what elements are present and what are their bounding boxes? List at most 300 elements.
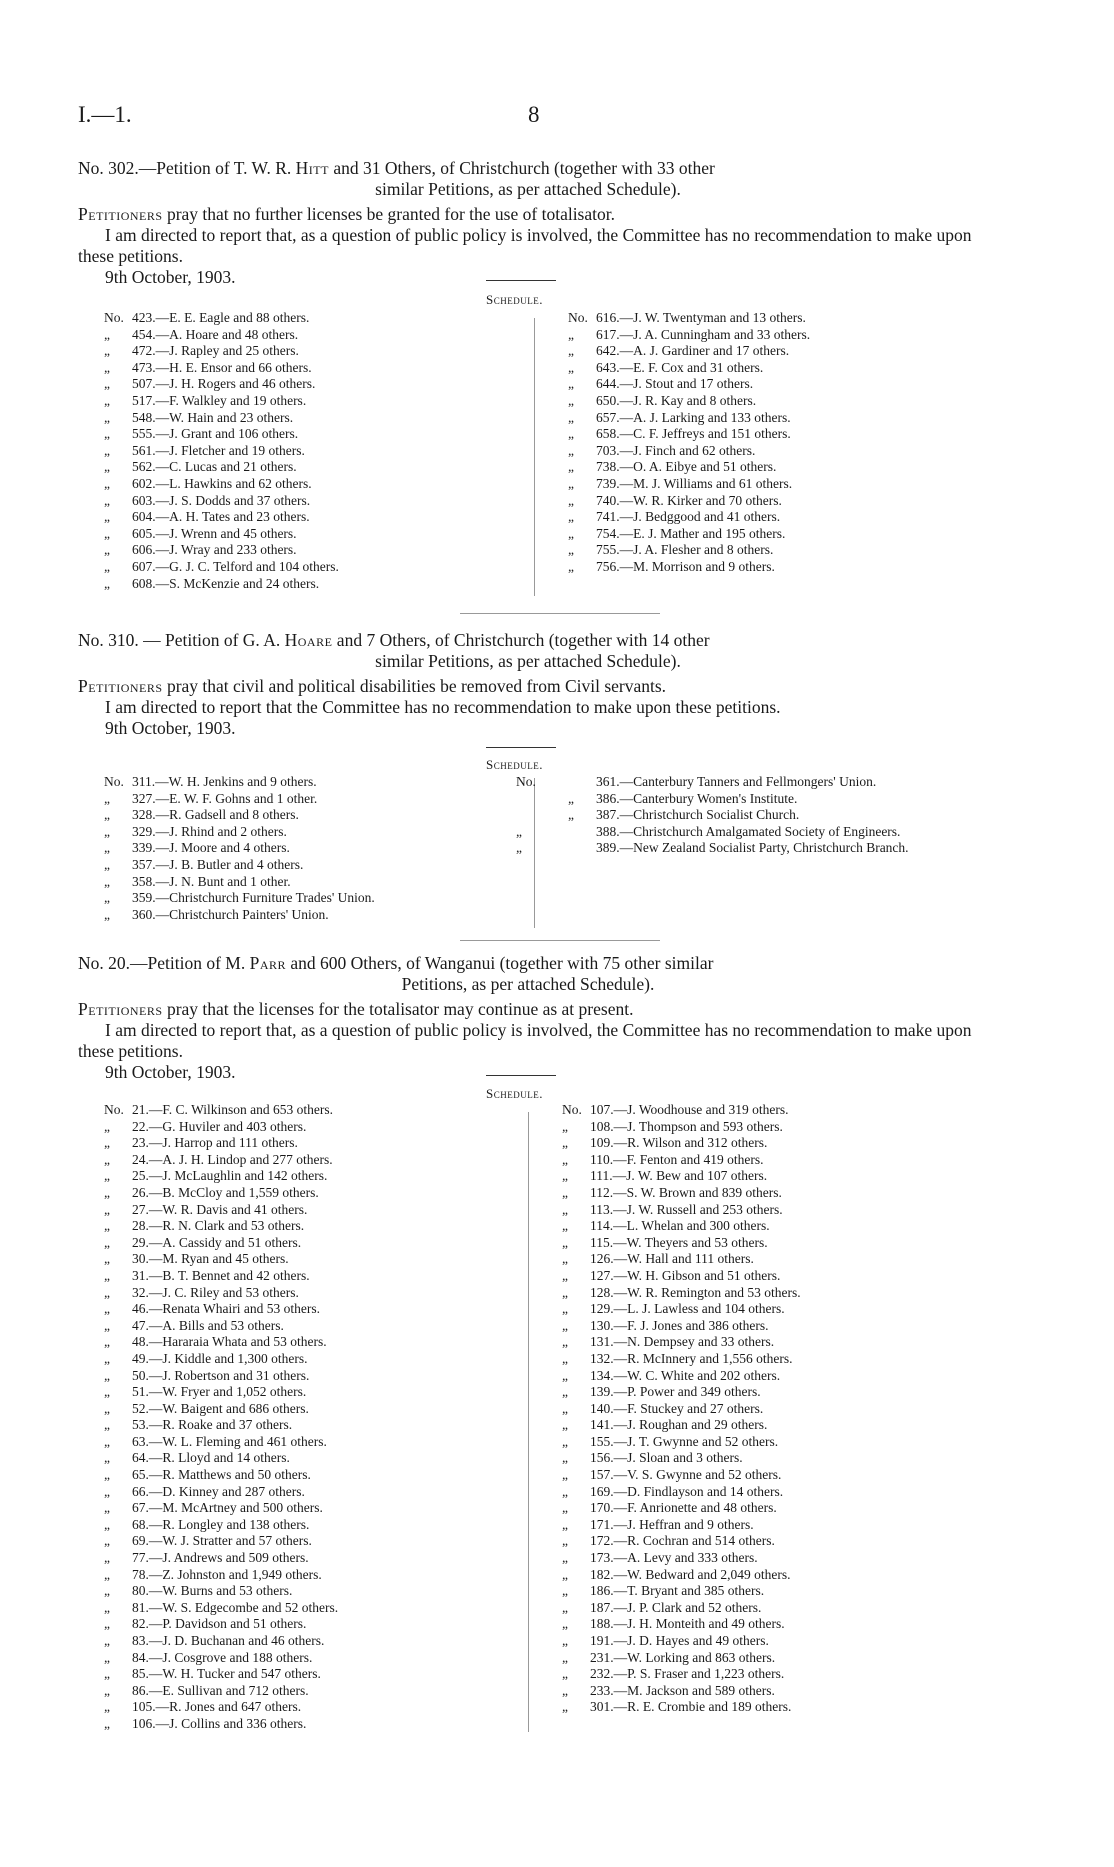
schedule-left-column bbox=[104, 1102, 338, 1733]
schedule-entry bbox=[568, 459, 810, 476]
entry-text: 107.—J. Woodhouse and 319 others. bbox=[590, 1102, 789, 1117]
entry-prefix: „ bbox=[562, 1483, 568, 1499]
entry-prefix: „ bbox=[568, 343, 574, 359]
schedule-rule bbox=[486, 747, 556, 748]
entry-text: 141.—J. Roughan and 29 others. bbox=[590, 1417, 768, 1433]
entry-text: 644.—J. Stout and 17 others. bbox=[596, 376, 754, 392]
schedule-entry bbox=[104, 443, 339, 460]
entry-text: 131.—N. Dempsey and 33 others. bbox=[590, 1334, 775, 1350]
schedule-entry bbox=[104, 1102, 338, 1119]
schedule-heading: Schedule. bbox=[486, 1086, 543, 1101]
entry-prefix: „ bbox=[562, 1118, 568, 1134]
entry-text: 182.—W. Bedward and 2,049 others. bbox=[590, 1566, 791, 1582]
schedule-entry bbox=[562, 1168, 801, 1185]
schedule-entry bbox=[568, 376, 810, 393]
schedule-entry bbox=[104, 327, 339, 344]
schedule-entry bbox=[104, 1467, 338, 1484]
schedule-entry bbox=[104, 1600, 338, 1617]
entry-prefix: „ bbox=[562, 1516, 568, 1532]
schedule-entry bbox=[104, 1301, 338, 1318]
entry-prefix: „ bbox=[104, 1699, 110, 1715]
entry-prefix: „ bbox=[104, 1450, 110, 1466]
entry-text: 105.—R. Jones and 647 others. bbox=[132, 1699, 302, 1715]
entry-text: 126.—W. Hall and 111 others. bbox=[590, 1251, 754, 1267]
petition-title: No. 302.—Petition of T. W. R. Hitt and 31 Others, of Christchurch (together with 33 other bbox=[78, 158, 715, 178]
entry-text: 106.—J. Collins and 336 others. bbox=[132, 1715, 307, 1731]
entry-prefix: No. bbox=[104, 1102, 124, 1117]
entry-text: 643.—E. F. Cox and 31 others. bbox=[596, 359, 764, 375]
entry-prefix: „ bbox=[104, 1583, 110, 1599]
schedule-entry bbox=[104, 526, 339, 543]
entry-text: 46.—Renata Whairi and 53 others. bbox=[132, 1301, 320, 1317]
schedule-entry bbox=[104, 1119, 338, 1136]
schedule-entry bbox=[516, 774, 978, 791]
schedule-entry bbox=[104, 1384, 338, 1401]
section-separator bbox=[460, 940, 660, 941]
entry-text: 602.—L. Hawkins and 62 others. bbox=[132, 475, 312, 491]
entry-prefix: „ bbox=[104, 1151, 110, 1167]
schedule-entry bbox=[104, 791, 375, 808]
entry-prefix: „ bbox=[104, 1201, 110, 1217]
prayer: Petitioners pray that civil and political disabilities be removed from Civil servants. bbox=[78, 676, 667, 696]
schedule-heading: Schedule. bbox=[486, 292, 543, 307]
entry-text: 67.—M. McArtney and 500 others. bbox=[132, 1500, 323, 1516]
entry-text: 53.—R. Roake and 37 others. bbox=[132, 1417, 293, 1433]
report-date: 9th October, 1903. bbox=[105, 1062, 236, 1082]
schedule-entry bbox=[562, 1666, 801, 1683]
entry-prefix: „ bbox=[104, 840, 110, 856]
entry-prefix: „ bbox=[568, 509, 574, 525]
entry-text: 109.—R. Wilson and 312 others. bbox=[590, 1135, 768, 1151]
entry-prefix: „ bbox=[562, 1334, 568, 1350]
schedule-entry bbox=[568, 791, 978, 808]
prayer: Petitioners pray that no further licenses be granted for the use of totalisator. bbox=[78, 204, 615, 224]
schedule-entry bbox=[104, 1666, 338, 1683]
entry-text: 187.—J. P. Clark and 52 others. bbox=[590, 1599, 762, 1615]
entry-text: 186.—T. Bryant and 385 others. bbox=[590, 1583, 765, 1599]
schedule-entry bbox=[562, 1633, 801, 1650]
entry-text: 301.—R. E. Crombie and 189 others. bbox=[590, 1699, 792, 1715]
entry-prefix: „ bbox=[562, 1616, 568, 1632]
petition-title-line2: Petitions, as per attached Schedule). bbox=[401, 974, 655, 994]
schedule-entry bbox=[568, 343, 810, 360]
entry-prefix: „ bbox=[562, 1550, 568, 1566]
entry-prefix: „ bbox=[104, 906, 110, 922]
entry-text: 741.—J. Bedggood and 41 others. bbox=[596, 509, 781, 525]
schedule-entry bbox=[562, 1334, 801, 1351]
entry-text: 169.—D. Findlayson and 14 others. bbox=[590, 1483, 784, 1499]
entry-text: 170.—F. Anrionette and 48 others. bbox=[590, 1500, 777, 1516]
schedule-left-column bbox=[104, 774, 375, 923]
entry-text: 517.—F. Walkley and 19 others. bbox=[132, 392, 307, 408]
entry-prefix: „ bbox=[568, 392, 574, 408]
entry-prefix: „ bbox=[562, 1317, 568, 1333]
schedule-entry bbox=[562, 1301, 801, 1318]
schedule-entry bbox=[104, 774, 375, 791]
entry-text: 231.—W. Lorking and 863 others. bbox=[590, 1649, 776, 1665]
schedule-entry bbox=[104, 1334, 338, 1351]
entry-prefix: „ bbox=[562, 1433, 568, 1449]
schedule-entry bbox=[104, 1351, 338, 1368]
schedule-right-column bbox=[568, 310, 810, 576]
entry-prefix: „ bbox=[568, 376, 574, 392]
entry-prefix: „ bbox=[562, 1649, 568, 1665]
entry-text: 129.—L. J. Lawless and 104 others. bbox=[590, 1301, 785, 1317]
schedule-entry bbox=[568, 310, 810, 327]
report-date: 9th October, 1903. bbox=[105, 718, 236, 738]
entry-text: 642.—A. J. Gardiner and 17 others. bbox=[596, 343, 790, 359]
entry-prefix: „ bbox=[104, 1566, 110, 1582]
entry-text: 134.—W. C. White and 202 others. bbox=[590, 1367, 781, 1383]
schedule-entry bbox=[104, 1450, 338, 1467]
entry-prefix: „ bbox=[516, 840, 522, 856]
entry-prefix: No. bbox=[104, 310, 124, 325]
entry-text: 51.—W. Fryer and 1,052 others. bbox=[132, 1384, 307, 1400]
schedule-entry bbox=[562, 1450, 801, 1467]
schedule-entry bbox=[104, 840, 375, 857]
entry-text: 130.—F. J. Jones and 386 others. bbox=[590, 1317, 769, 1333]
entry-prefix: „ bbox=[104, 1184, 110, 1200]
entry-text: 63.—W. L. Fleming and 461 others. bbox=[132, 1433, 327, 1449]
entry-prefix: „ bbox=[104, 1649, 110, 1665]
entry-text: 389.—New Zealand Socialist Party, Christchurch Branch. bbox=[596, 840, 909, 856]
entry-prefix: „ bbox=[104, 575, 110, 591]
entry-prefix: „ bbox=[104, 1284, 110, 1300]
entry-prefix: „ bbox=[104, 376, 110, 392]
schedule-entry bbox=[568, 542, 810, 559]
entry-text: 81.—W. S. Edgecombe and 52 others. bbox=[132, 1599, 339, 1615]
entry-text: 327.—E. W. F. Gohns and 1 other. bbox=[132, 790, 318, 806]
entry-prefix: „ bbox=[104, 459, 110, 475]
schedule-entry bbox=[104, 857, 375, 874]
petitioner-name: Parr bbox=[249, 953, 287, 973]
entry-prefix: „ bbox=[562, 1168, 568, 1184]
schedule-entry bbox=[104, 1185, 338, 1202]
entry-text: 111.—J. W. Bew and 107 others. bbox=[590, 1168, 768, 1184]
schedule-entry bbox=[104, 1318, 338, 1335]
schedule-entry bbox=[104, 1434, 338, 1451]
entry-prefix: „ bbox=[568, 807, 574, 823]
entry-text: 754.—E. J. Mather and 195 others. bbox=[596, 525, 786, 541]
schedule-entry bbox=[562, 1218, 801, 1235]
entry-text: 80.—W. Burns and 53 others. bbox=[132, 1583, 293, 1599]
entry-prefix: „ bbox=[568, 442, 574, 458]
schedule-entry bbox=[562, 1318, 801, 1335]
entry-text: 26.—B. McCloy and 1,559 others. bbox=[132, 1184, 319, 1200]
schedule-entry bbox=[562, 1152, 801, 1169]
entry-prefix: „ bbox=[104, 1516, 110, 1532]
schedule-entry bbox=[104, 1484, 338, 1501]
entry-prefix: „ bbox=[104, 1251, 110, 1267]
entry-prefix: „ bbox=[562, 1682, 568, 1698]
entry-text: 740.—W. R. Kirker and 70 others. bbox=[596, 492, 782, 508]
entry-prefix: „ bbox=[104, 823, 110, 839]
entry-text: 29.—A. Cassidy and 51 others. bbox=[132, 1234, 302, 1250]
schedule-entry bbox=[104, 426, 339, 443]
entry-text: 361.—Canterbury Tanners and Fellmongers' Union. bbox=[596, 774, 877, 789]
entry-prefix: „ bbox=[104, 1433, 110, 1449]
schedule-entry bbox=[104, 459, 339, 476]
schedule-entry bbox=[104, 1567, 338, 1584]
schedule-entry bbox=[104, 890, 375, 907]
schedule-entry bbox=[104, 1683, 338, 1700]
entry-text: 64.—R. Lloyd and 14 others. bbox=[132, 1450, 290, 1466]
entry-text: 360.—Christchurch Painters' Union. bbox=[132, 906, 329, 922]
schedule-right-column bbox=[562, 1102, 801, 1716]
entry-text: 115.—W. Theyers and 53 others. bbox=[590, 1234, 768, 1250]
entry-text: 650.—J. R. Kay and 8 others. bbox=[596, 392, 757, 408]
entry-text: 128.—W. R. Remington and 53 others. bbox=[590, 1284, 801, 1300]
entry-text: 78.—Z. Johnston and 1,949 others. bbox=[132, 1566, 322, 1582]
entry-prefix: „ bbox=[104, 359, 110, 375]
entry-text: 66.—D. Kinney and 287 others. bbox=[132, 1483, 305, 1499]
committee-report: I am directed to report that, as a question of public policy is involved, the Committee has no recommendation to make upon these petitions. bbox=[78, 1020, 972, 1061]
schedule-entry bbox=[104, 509, 339, 526]
entry-text: 132.—R. McInnery and 1,556 others. bbox=[590, 1350, 793, 1366]
entry-prefix: „ bbox=[568, 459, 574, 475]
schedule-entry bbox=[562, 1467, 801, 1484]
entry-text: 47.—A. Bills and 53 others. bbox=[132, 1317, 284, 1333]
schedule-entry bbox=[516, 823, 978, 841]
entry-text: 48.—Hararaia Whata and 53 others. bbox=[132, 1334, 327, 1350]
schedule-entry bbox=[568, 443, 810, 460]
entry-text: 561.—J. Fletcher and 19 others. bbox=[132, 442, 305, 458]
schedule-entry bbox=[568, 493, 810, 510]
entry-prefix: „ bbox=[562, 1350, 568, 1366]
schedule-entry bbox=[568, 393, 810, 410]
entry-text: 49.—J. Kiddle and 1,300 others. bbox=[132, 1350, 308, 1366]
schedule-rule bbox=[486, 280, 556, 281]
entry-prefix: „ bbox=[104, 1400, 110, 1416]
schedule-entry bbox=[104, 1517, 338, 1534]
schedule-entry bbox=[104, 1401, 338, 1418]
page-number: 8 bbox=[528, 102, 540, 127]
schedule-entry bbox=[562, 1517, 801, 1534]
entry-text: 191.—J. D. Hayes and 49 others. bbox=[590, 1633, 769, 1648]
entry-prefix: „ bbox=[104, 1616, 110, 1632]
entry-text: 388.—Christchurch Amalgamated Society of Engineers. bbox=[596, 823, 901, 839]
committee-report: I am directed to report that, as a question of public policy is involved, the Committee has no recommendation to make upon these petitions. bbox=[78, 225, 972, 266]
schedule-entry bbox=[104, 1135, 338, 1152]
entry-prefix: „ bbox=[104, 492, 110, 508]
entry-prefix: „ bbox=[104, 890, 110, 906]
entry-text: 110.—F. Fenton and 419 others. bbox=[590, 1151, 764, 1167]
column-divider bbox=[534, 778, 535, 928]
schedule-entry bbox=[104, 1583, 338, 1600]
entry-text: 339.—J. Moore and 4 others. bbox=[132, 840, 290, 856]
entry-text: 473.—H. E. Ensor and 66 others. bbox=[132, 359, 312, 375]
entry-text: 84.—J. Cosgrove and 188 others. bbox=[132, 1649, 313, 1665]
entry-prefix: „ bbox=[568, 542, 574, 558]
schedule-entry bbox=[562, 1550, 801, 1567]
schedule-entry bbox=[104, 1368, 338, 1385]
entry-text: 756.—M. Morrison and 9 others. bbox=[596, 558, 775, 574]
entry-prefix: „ bbox=[568, 558, 574, 574]
entry-text: 114.—L. Whelan and 300 others. bbox=[590, 1218, 770, 1234]
entry-prefix: No. bbox=[516, 774, 536, 789]
entry-text: 358.—J. N. Bunt and 1 other. bbox=[132, 873, 291, 889]
entry-prefix: „ bbox=[562, 1566, 568, 1582]
schedule-entry bbox=[104, 1202, 338, 1219]
entry-prefix: „ bbox=[104, 1417, 110, 1433]
schedule-entry bbox=[562, 1285, 801, 1302]
entry-prefix: „ bbox=[104, 790, 110, 806]
schedule-entry bbox=[104, 1218, 338, 1235]
entry-prefix: „ bbox=[104, 1384, 110, 1400]
entry-prefix: No. bbox=[104, 774, 124, 789]
entry-prefix: „ bbox=[562, 1533, 568, 1549]
petitioner-name: Hitt bbox=[295, 158, 329, 178]
entry-prefix: „ bbox=[104, 1267, 110, 1283]
schedule-entry bbox=[516, 840, 978, 857]
entry-text: 616.—J. W. Twentyman and 13 others. bbox=[596, 310, 806, 325]
entry-text: 423.—E. E. Eagle and 88 others. bbox=[132, 310, 310, 325]
entry-text: 140.—F. Stuckey and 27 others. bbox=[590, 1400, 764, 1416]
entry-text: 311.—W. H. Jenkins and 9 others. bbox=[132, 774, 317, 789]
schedule-entry bbox=[104, 1633, 338, 1650]
entry-prefix: „ bbox=[104, 1350, 110, 1366]
entry-text: 28.—R. N. Clark and 53 others. bbox=[132, 1218, 305, 1234]
entry-prefix: „ bbox=[104, 392, 110, 408]
schedule-entry bbox=[562, 1600, 801, 1617]
entry-text: 32.—J. C. Riley and 53 others. bbox=[132, 1284, 299, 1300]
schedule-entry bbox=[562, 1683, 801, 1700]
entry-text: 359.—Christchurch Furniture Trades' Union. bbox=[132, 890, 375, 906]
entry-prefix: „ bbox=[104, 1483, 110, 1499]
entry-prefix: „ bbox=[104, 426, 110, 442]
entry-prefix: „ bbox=[104, 409, 110, 425]
entry-text: 156.—J. Sloan and 3 others. bbox=[590, 1450, 743, 1466]
entry-text: 617.—J. A. Cunningham and 33 others. bbox=[596, 326, 811, 342]
entry-text: 157.—V. S. Gwynne and 52 others. bbox=[590, 1467, 782, 1483]
entry-prefix: „ bbox=[568, 326, 574, 342]
entry-prefix: „ bbox=[104, 1334, 110, 1350]
schedule-entry bbox=[104, 1550, 338, 1567]
petition-20 bbox=[78, 953, 978, 1083]
schedule-entry bbox=[104, 410, 339, 427]
prayer: Petitioners pray that the licenses for the totalisator may continue as at present. bbox=[78, 999, 634, 1019]
entry-text: 83.—J. D. Buchanan and 46 others. bbox=[132, 1633, 325, 1648]
entry-prefix: „ bbox=[562, 1500, 568, 1516]
entry-prefix: „ bbox=[562, 1301, 568, 1317]
schedule-entry bbox=[568, 476, 810, 493]
entry-text: 139.—P. Power and 349 others. bbox=[590, 1384, 761, 1400]
entry-prefix: „ bbox=[104, 442, 110, 458]
entry-prefix: „ bbox=[104, 873, 110, 889]
schedule-entry bbox=[104, 493, 339, 510]
schedule-left-column bbox=[104, 310, 339, 592]
schedule-entry bbox=[104, 576, 339, 593]
entry-text: 85.—W. H. Tucker and 547 others. bbox=[132, 1666, 321, 1682]
entry-text: 171.—J. Heffran and 9 others. bbox=[590, 1516, 754, 1532]
entry-text: 703.—J. Finch and 62 others. bbox=[596, 442, 756, 458]
entry-prefix: „ bbox=[104, 1500, 110, 1516]
entry-text: 605.—J. Wrenn and 45 others. bbox=[132, 525, 297, 541]
entry-prefix: „ bbox=[562, 1201, 568, 1217]
schedule-entry bbox=[104, 1650, 338, 1667]
committee-report: I am directed to report that the Committee has no recommendation to make upon these petitions. bbox=[105, 697, 781, 717]
entry-text: 25.—J. McLaughlin and 142 others. bbox=[132, 1168, 328, 1184]
entry-prefix: „ bbox=[568, 409, 574, 425]
entry-prefix: „ bbox=[104, 1682, 110, 1698]
column-divider bbox=[528, 1112, 529, 1732]
entry-text: 188.—J. H. Monteith and 49 others. bbox=[590, 1616, 785, 1632]
entry-text: 172.—R. Cochran and 514 others. bbox=[590, 1533, 775, 1549]
entry-prefix: „ bbox=[104, 475, 110, 491]
entry-text: 22.—G. Huviler and 403 others. bbox=[132, 1118, 307, 1134]
entry-text: 739.—M. J. Williams and 61 others. bbox=[596, 475, 793, 491]
entry-prefix: „ bbox=[104, 856, 110, 872]
schedule-entry bbox=[562, 1417, 801, 1434]
schedule-entry bbox=[562, 1616, 801, 1633]
entry-text: 232.—P. S. Fraser and 1,223 others. bbox=[590, 1666, 785, 1682]
entry-text: 387.—Christchurch Socialist Church. bbox=[596, 807, 800, 823]
schedule-entry bbox=[562, 1202, 801, 1219]
entry-prefix: „ bbox=[562, 1633, 568, 1648]
entry-text: 113.—J. W. Russell and 253 others. bbox=[590, 1201, 783, 1217]
entry-text: 108.—J. Thompson and 593 others. bbox=[590, 1118, 783, 1134]
entry-prefix: „ bbox=[104, 542, 110, 558]
petition-302 bbox=[78, 158, 978, 288]
column-divider bbox=[534, 318, 535, 596]
petition-title-line2: similar Petitions, as per attached Schedule). bbox=[375, 651, 681, 671]
entry-prefix: „ bbox=[104, 1218, 110, 1234]
entry-prefix: „ bbox=[562, 1184, 568, 1200]
schedule-entry bbox=[104, 476, 339, 493]
schedule-entry bbox=[562, 1351, 801, 1368]
entry-prefix: „ bbox=[562, 1367, 568, 1383]
entry-text: 755.—J. A. Flesher and 8 others. bbox=[596, 542, 774, 558]
section-separator bbox=[460, 613, 660, 614]
schedule-entry bbox=[104, 874, 375, 891]
schedule-entry bbox=[562, 1119, 801, 1136]
schedule-entry bbox=[104, 1533, 338, 1550]
entry-text: 77.—J. Andrews and 509 others. bbox=[132, 1550, 309, 1566]
entry-text: 233.—M. Jackson and 589 others. bbox=[590, 1682, 775, 1698]
entry-prefix: „ bbox=[562, 1384, 568, 1400]
schedule-entry bbox=[104, 376, 339, 393]
schedule-entry bbox=[562, 1533, 801, 1550]
schedule-entry bbox=[104, 542, 339, 559]
schedule-rule bbox=[486, 1075, 556, 1076]
entry-text: 21.—F. C. Wilkinson and 653 others. bbox=[132, 1102, 334, 1117]
entry-prefix: „ bbox=[104, 1715, 110, 1731]
schedule-entry bbox=[568, 426, 810, 443]
schedule-entry bbox=[104, 907, 375, 924]
schedule-entry bbox=[104, 1235, 338, 1252]
entry-prefix: „ bbox=[568, 492, 574, 508]
schedule-entry bbox=[568, 509, 810, 526]
schedule-entry bbox=[562, 1235, 801, 1252]
schedule-entry bbox=[104, 1500, 338, 1517]
schedule-entry bbox=[104, 393, 339, 410]
entry-prefix: „ bbox=[104, 1317, 110, 1333]
entry-text: 548.—W. Hain and 23 others. bbox=[132, 409, 294, 425]
schedule-entry bbox=[104, 343, 339, 360]
schedule-entry bbox=[562, 1583, 801, 1600]
entry-prefix: „ bbox=[562, 1218, 568, 1234]
entry-text: 23.—J. Harrop and 111 others. bbox=[132, 1135, 298, 1151]
entry-text: 86.—E. Sullivan and 712 others. bbox=[132, 1682, 309, 1698]
entry-prefix: „ bbox=[516, 823, 522, 839]
schedule-entry bbox=[568, 360, 810, 377]
schedule-entry bbox=[104, 807, 375, 824]
entry-text: 68.—R. Longley and 138 others. bbox=[132, 1516, 310, 1532]
schedule-entry bbox=[562, 1699, 801, 1716]
schedule-entry bbox=[104, 1285, 338, 1302]
entry-prefix: „ bbox=[562, 1450, 568, 1466]
entry-prefix: „ bbox=[568, 790, 574, 806]
